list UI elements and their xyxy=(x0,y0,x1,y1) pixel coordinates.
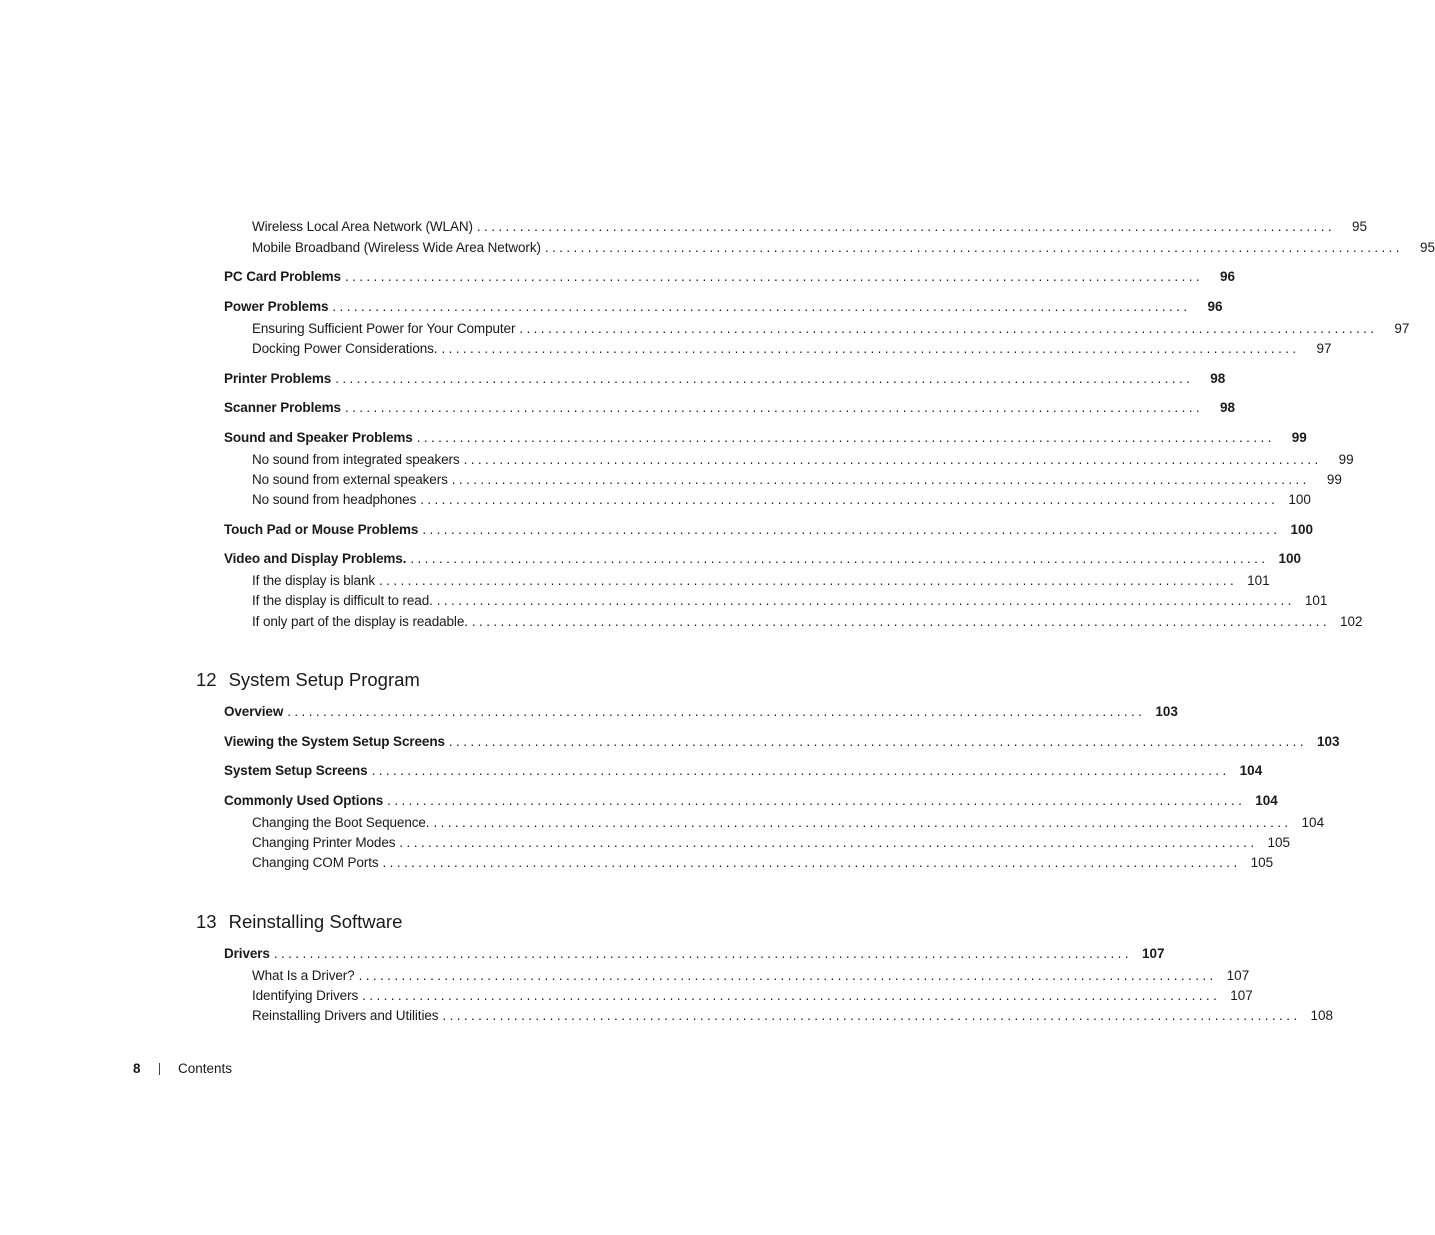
toc-entry-page: 100 xyxy=(1278,551,1301,566)
toc-entry[interactable] xyxy=(252,988,1253,1008)
toc-entry-page: 96 xyxy=(1220,269,1236,284)
toc-entry-label: No sound from headphones xyxy=(252,492,420,507)
toc-entry[interactable] xyxy=(224,522,1313,542)
dot-leader: ........................................................................................................................ xyxy=(436,593,1295,608)
toc-entry-label: Commonly Used Options xyxy=(224,793,387,808)
toc-entry[interactable] xyxy=(224,551,1301,571)
dot-leader: ........................................................................................................................ xyxy=(335,371,1194,386)
toc-entry[interactable] xyxy=(252,593,1328,613)
toc-entry-page: 97 xyxy=(1316,341,1332,356)
toc-entry-page: 96 xyxy=(1207,299,1223,314)
toc-entry[interactable] xyxy=(252,835,1291,855)
toc-entry-label: Changing COM Ports xyxy=(252,855,383,870)
toc-entry-label: If the display is blank xyxy=(252,573,379,588)
dot-leader: ........................................................................................................................ xyxy=(344,269,1204,284)
chapter-number: 13 xyxy=(196,911,217,932)
toc-entry-page: 108 xyxy=(1310,1008,1334,1023)
dot-leader: ........................................................................................................................ xyxy=(410,551,1269,566)
page-footer xyxy=(133,1061,232,1076)
toc-entry-label: No sound from external speakers xyxy=(252,472,452,487)
chapter-number: 12 xyxy=(196,669,217,690)
toc-entry-label: Identifying Drivers xyxy=(252,988,362,1003)
toc-entry[interactable] xyxy=(224,430,1307,450)
toc-entry-page: 107 xyxy=(1141,946,1165,961)
toc-entry-label: Mobile Broadband (Wireless Wide Area Network) xyxy=(252,240,545,255)
toc-entry-label: PC Card Problems xyxy=(224,269,345,284)
toc-entry-label: What Is a Driver? xyxy=(252,968,359,983)
dot-leader: ........................................................................................................................ xyxy=(519,321,1378,336)
dot-leader: ........................................................................................................................ xyxy=(448,734,1307,749)
toc-entry[interactable] xyxy=(224,734,1340,754)
dot-leader: ........................................................................................................................ xyxy=(382,855,1241,870)
dot-leader: ........................................................................................................................ xyxy=(399,835,1258,850)
toc-entry-page: 97 xyxy=(1394,321,1410,336)
toc-entry-page: 100 xyxy=(1290,522,1313,537)
toc-entry-label: Docking Power Considerations. xyxy=(252,341,441,356)
toc-entry-page: 100 xyxy=(1288,492,1311,507)
toc-entry[interactable] xyxy=(252,614,1363,634)
toc-entry-page: 102 xyxy=(1339,614,1363,629)
toc-entry[interactable] xyxy=(252,573,1270,593)
toc-entry-page: 107 xyxy=(1226,968,1250,983)
toc-entry[interactable] xyxy=(252,492,1311,512)
toc-entry-label: Video and Display Problems. xyxy=(224,551,410,566)
toc-entry-page: 105 xyxy=(1250,855,1274,870)
toc-entry-page: 105 xyxy=(1267,835,1291,850)
toc-entry-label: Ensuring Sufficient Power for Your Computer xyxy=(252,321,519,336)
toc-entry-page: 104 xyxy=(1255,793,1278,808)
toc-entry[interactable] xyxy=(252,452,1354,472)
chapter-title: System Setup Program xyxy=(228,669,420,690)
toc-entry-label: If only part of the display is readable. xyxy=(252,614,472,629)
page-number: 8 xyxy=(133,1061,141,1076)
toc-entry[interactable] xyxy=(224,269,1236,289)
toc-entry-page: 103 xyxy=(1155,704,1178,719)
dot-leader: ........................................................................................................................ xyxy=(287,704,1146,719)
toc-entry-label: Viewing the System Setup Screens xyxy=(224,734,449,749)
toc-entry-label: Power Problems xyxy=(224,299,332,314)
toc-entry-page: 95 xyxy=(1419,240,1435,255)
toc-entry[interactable] xyxy=(252,472,1342,492)
toc-entry[interactable] xyxy=(224,793,1278,813)
dot-leader: ........................................................................................................................ xyxy=(379,573,1238,588)
chapter-heading[interactable] xyxy=(196,669,420,691)
toc-entry[interactable] xyxy=(224,763,1263,783)
toc-entry[interactable] xyxy=(252,321,1410,341)
toc-entry[interactable] xyxy=(224,704,1178,724)
dot-leader: ........................................................................................................................ xyxy=(476,219,1335,234)
dot-leader: ........................................................................................................................ xyxy=(273,946,1132,961)
toc-entry[interactable] xyxy=(252,240,1435,260)
toc-entry[interactable] xyxy=(224,371,1226,391)
toc-entry-page: 107 xyxy=(1230,988,1253,1003)
toc-entry-label: Wireless Local Area Network (WLAN) xyxy=(252,219,477,234)
toc-entry[interactable] xyxy=(252,855,1274,875)
toc-entry[interactable] xyxy=(224,299,1223,319)
toc-entry-label: Overview xyxy=(224,704,287,719)
toc-entry[interactable] xyxy=(252,341,1332,361)
dot-leader: ........................................................................................................................ xyxy=(416,430,1275,445)
toc-entry-label: System Setup Screens xyxy=(224,763,372,778)
dot-leader: ........................................................................................................................ xyxy=(387,793,1246,808)
toc-entry-page: 101 xyxy=(1304,593,1328,608)
dot-leader: ........................................................................................................................ xyxy=(463,452,1322,467)
toc-entry-label: No sound from integrated speakers xyxy=(252,452,464,467)
dot-leader: ........................................................................................................................ xyxy=(471,614,1330,629)
toc-entry-label: Scanner Problems xyxy=(224,400,345,415)
toc-entry-label: Touch Pad or Mouse Problems xyxy=(224,522,422,537)
toc-entry[interactable] xyxy=(224,400,1236,420)
toc-entry-label: Drivers xyxy=(224,946,274,961)
chapter-title: Reinstalling Software xyxy=(228,911,403,932)
dot-leader: ........................................................................................................................ xyxy=(420,492,1279,507)
toc-entry-label: Changing Printer Modes xyxy=(252,835,399,850)
toc-entry-label: Printer Problems xyxy=(224,371,335,386)
dot-leader: ........................................................................................................................ xyxy=(358,968,1217,983)
toc-entry[interactable] xyxy=(252,1008,1334,1028)
dot-leader: ........................................................................................................................ xyxy=(433,815,1292,830)
dot-leader: ........................................................................................................................ xyxy=(371,763,1230,778)
dot-leader: ........................................................................................................................ xyxy=(422,522,1281,537)
toc-entry-page: 104 xyxy=(1239,763,1263,778)
toc-entry-label: If the display is difficult to read. xyxy=(252,593,437,608)
toc-entry-label: Sound and Speaker Problems xyxy=(224,430,417,445)
toc-entry[interactable] xyxy=(252,219,1367,239)
dot-leader: ........................................................................................................................ xyxy=(451,472,1310,487)
toc-entry-page: 98 xyxy=(1220,400,1236,415)
dot-leader: ........................................................................................................................ xyxy=(442,1008,1301,1023)
footer-separator xyxy=(159,1063,160,1075)
dot-leader: ........................................................................................................................ xyxy=(544,240,1403,255)
toc-entry-page: 99 xyxy=(1338,452,1354,467)
toc-entry-page: 104 xyxy=(1301,815,1325,830)
toc-entry[interactable] xyxy=(252,968,1250,988)
dot-leader: ........................................................................................................................ xyxy=(332,299,1191,314)
dot-leader: ........................................................................................................................ xyxy=(362,988,1221,1003)
toc-entry-label: Changing the Boot Sequence. xyxy=(252,815,433,830)
dot-leader: ........................................................................................................................ xyxy=(344,400,1204,415)
toc-entry-page: 99 xyxy=(1326,472,1342,487)
toc-entry-page: 95 xyxy=(1351,219,1367,234)
toc-entry-label: Reinstalling Drivers and Utilities xyxy=(252,1008,442,1023)
footer-section-label: Contents xyxy=(178,1061,233,1076)
toc-entry-page: 103 xyxy=(1316,734,1340,749)
toc-entry-page: 98 xyxy=(1210,371,1226,386)
toc-entry[interactable] xyxy=(252,815,1325,835)
toc-entry-page: 99 xyxy=(1291,430,1307,445)
dot-leader: ........................................................................................................................ xyxy=(441,341,1300,356)
toc-entry[interactable] xyxy=(224,946,1165,966)
toc-entry-page: 101 xyxy=(1247,573,1270,588)
chapter-heading[interactable] xyxy=(196,911,402,933)
